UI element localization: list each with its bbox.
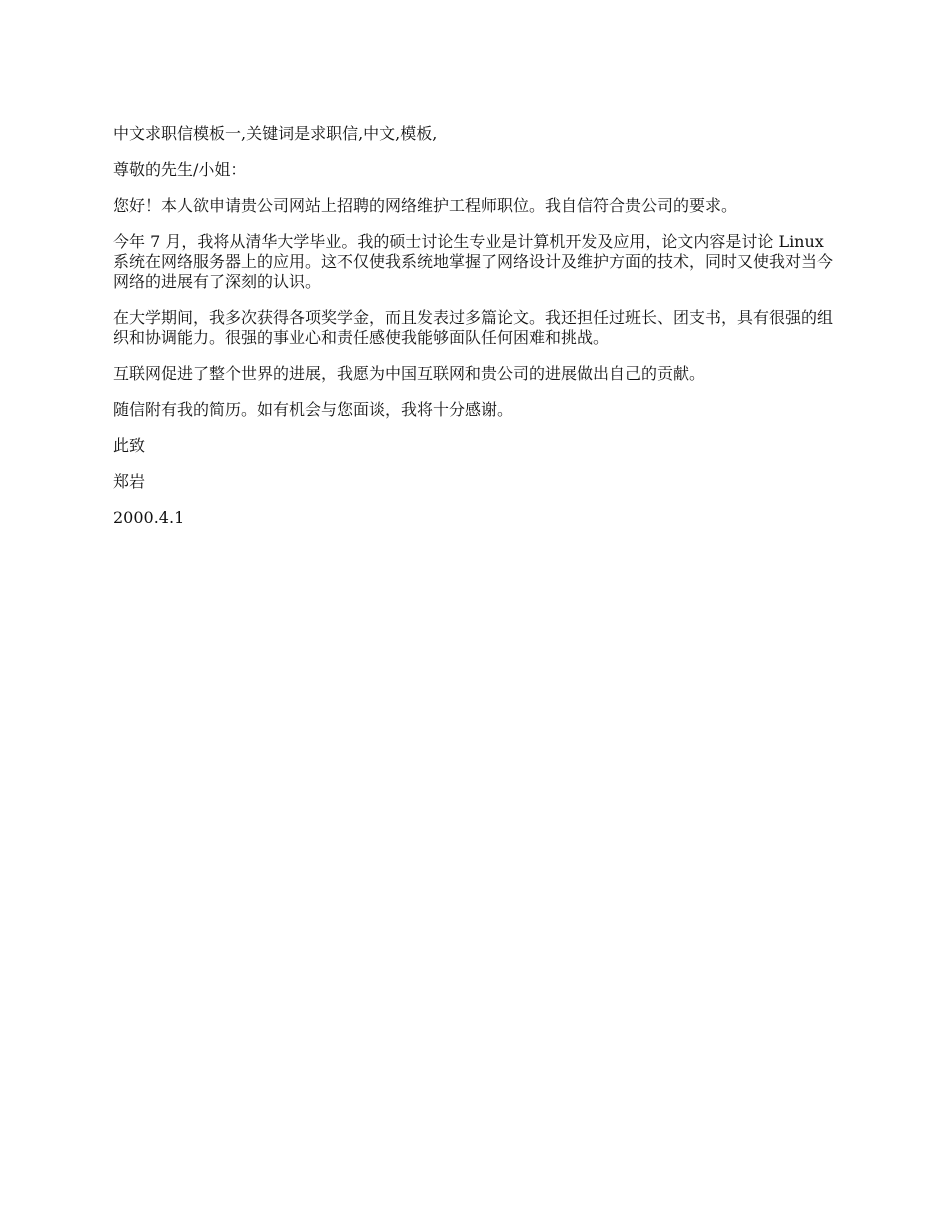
signature: 郑岩 <box>113 472 146 491</box>
paragraph-greeting: 您好！本人欲申请贵公司网站上招聘的网络维护工程师职位。我自信符合贵公司的要求。 <box>113 196 738 215</box>
paragraph-education: 今年 7 月，我将从清华大学毕业。我的硕士讨论生专业是计算机开发及应用，论文内容是讨论 Linux 系统在网络服务器上的应用。这不仅使我系统地掌握了网络设计及维护方面的技术，同时又使我对当今网络的进展有了深刻的认识。 <box>113 232 834 291</box>
date: 2000.4.1 <box>113 508 185 527</box>
paragraph-aspiration: 互联网促进了整个世界的进展，我愿为中国互联网和贵公司的进展做出自己的贡献。 <box>113 364 706 383</box>
letter-document <box>113 124 841 544</box>
paragraph-experience: 在大学期间，我多次获得各项奖学金，而且发表过多篇论文。我还担任过班长、团支书，具有很强的组织和协调能力。很强的事业心和责任感使我能够面队任何困难和挑战。 <box>113 308 834 347</box>
paragraph-resume-note: 随信附有我的简历。如有机会与您面谈，我将十分感谢。 <box>113 400 514 419</box>
closing: 此致 <box>113 436 146 455</box>
document-title-line: 中文求职信模板一,关键词是求职信,中文,模板, <box>113 124 438 143</box>
salutation: 尊敬的先生/小姐： <box>113 160 247 179</box>
